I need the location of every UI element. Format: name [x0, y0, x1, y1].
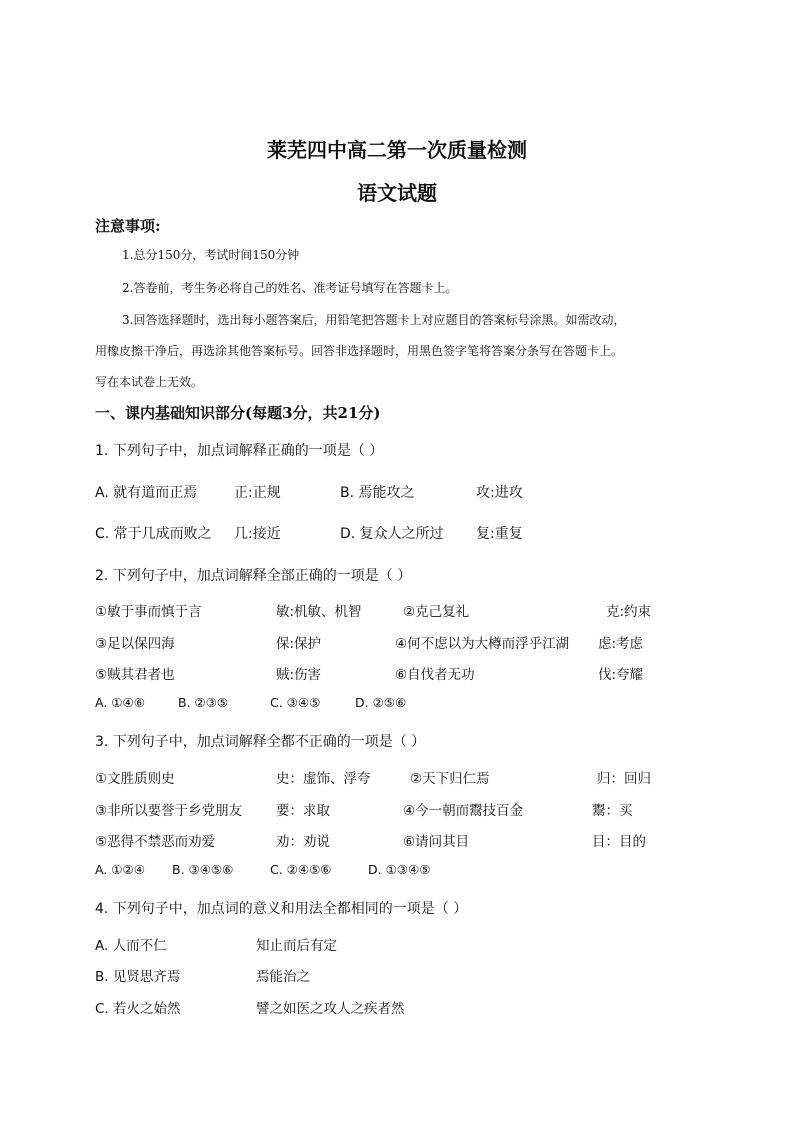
q3-answer-d: D. ①③④⑤ [368, 862, 431, 877]
q3-item-left-gloss: 劝：劝说 [276, 834, 330, 850]
q3-item-right-gloss: 鬻：买 [592, 803, 633, 819]
q3-item-left-gloss: 史：虚饰、浮夸 [276, 771, 371, 787]
q1-option-b: B. 焉能攻之 [340, 485, 415, 501]
q2-answer-b: B. ②③⑤ [178, 695, 229, 710]
q3-item-right: ⑥请问其目 [403, 834, 470, 850]
question-4-stem: 4. 下列句子中，加点词的意义和用法全都相同的一项是（ ） [95, 901, 468, 917]
q1-option-c-gloss: 几:接近 [234, 526, 281, 542]
q2-item-right-gloss: 克:约束 [606, 604, 652, 620]
q4-option-a-pair: 知止而后有定 [256, 938, 337, 954]
q3-item-left: ①文胜质则史 [95, 771, 175, 787]
q3-answer-b: B. ③④⑤⑥ [172, 862, 234, 877]
notice-item: 1.总分150分，考试时间150分钟 [122, 248, 300, 262]
q2-item-left: ⑤贼其君者也 [95, 667, 175, 683]
q4-option-b: B. 见贤思齐焉 [95, 969, 181, 985]
q1-option-b-gloss: 攻:进攻 [476, 485, 523, 501]
q4-option-c-pair: 譬之如医之攻人之疾者然 [256, 1001, 405, 1017]
q3-item-left: ⑤恶得不禁恶而劝爱 [95, 834, 216, 850]
q2-item-right: ②克己复礼 [403, 604, 470, 620]
q3-item-left: ③非所以要誉于乡党朋友 [95, 803, 243, 819]
q3-item-right-gloss: 归：回归 [597, 771, 651, 787]
q1-option-a: A. 就有道而正焉 [95, 485, 198, 501]
question-1-stem: 1. 下列句子中，加点词解释正确的一项是（ ） [95, 443, 384, 459]
q2-item-left-gloss: 敏:机敏、机智 [276, 604, 362, 620]
q2-answer-d: D. ②⑤⑥ [355, 695, 407, 710]
q2-item-left-gloss: 保:保护 [276, 636, 322, 652]
notice-item: 2.答卷前，考生务必将自己的姓名、准考证号填写在答题卡上。 [122, 281, 458, 295]
notice-item: 用橡皮擦干净后，再选涂其他答案标号。回答非选择题时，用黑色签字笔将答案分条写在答题卡上。 [95, 344, 624, 358]
q3-item-right-gloss: 目：目的 [592, 834, 646, 850]
notice-item: 3.回答选择题时，选出每小题答案后，用铅笔把答题卡上对应题目的答案标号涂黑。如需改动， [122, 313, 626, 327]
q3-item-right: ④今一朝而鬻技百金 [403, 803, 524, 819]
q2-answer-c: C. ③④⑤ [270, 695, 321, 710]
q1-option-a-gloss: 正:正规 [234, 485, 281, 501]
q2-item-right-gloss: 伐:夸耀 [598, 667, 644, 683]
q3-answer-a: A. ①②④ [95, 862, 145, 877]
q2-item-right: ⑥自伐者无功 [395, 667, 475, 683]
exam-title: 莱芜四中高二第一次质量检测 [267, 138, 527, 162]
q3-item-left-gloss: 要：求取 [276, 803, 330, 819]
q4-option-c: C. 若火之始然 [95, 1001, 181, 1017]
q4-option-a: A. 人而不仁 [95, 938, 167, 954]
q1-option-c: C. 常于几成而败之 [95, 526, 212, 542]
question-3-stem: 3. 下列句子中，加点词解释全都不正确的一项是（ ） [95, 734, 426, 750]
q3-item-right: ②天下归仁焉 [410, 771, 490, 787]
q2-item-left: ①敏于事而慎于言 [95, 604, 202, 620]
q1-option-d: D. 复众人之所过 [340, 526, 444, 542]
section-heading: 一、课内基础知识部分(每题3分，共21分) [95, 404, 381, 422]
q2-item-right: ④何不虑以为大樽而浮乎江湖 [395, 636, 570, 652]
question-2-stem: 2. 下列句子中，加点词解释全部正确的一项是（ ） [95, 568, 412, 584]
q2-answer-a: A. ①④⑥ [95, 695, 145, 710]
q3-answer-c: C. ②④⑤⑥ [270, 862, 332, 877]
q2-item-left-gloss: 贼:伤害 [276, 667, 322, 683]
notice-item: 写在本试卷上无效。 [95, 375, 204, 389]
notice-heading: 注意事项: [95, 217, 161, 235]
exam-subtitle: 语文试题 [357, 181, 437, 205]
q4-option-b-pair: 焉能治之 [256, 969, 310, 985]
q2-item-left: ③足以保四海 [95, 636, 175, 652]
q1-option-d-gloss: 复:重复 [476, 526, 523, 542]
q2-item-right-gloss: 虑:考虑 [598, 636, 644, 652]
